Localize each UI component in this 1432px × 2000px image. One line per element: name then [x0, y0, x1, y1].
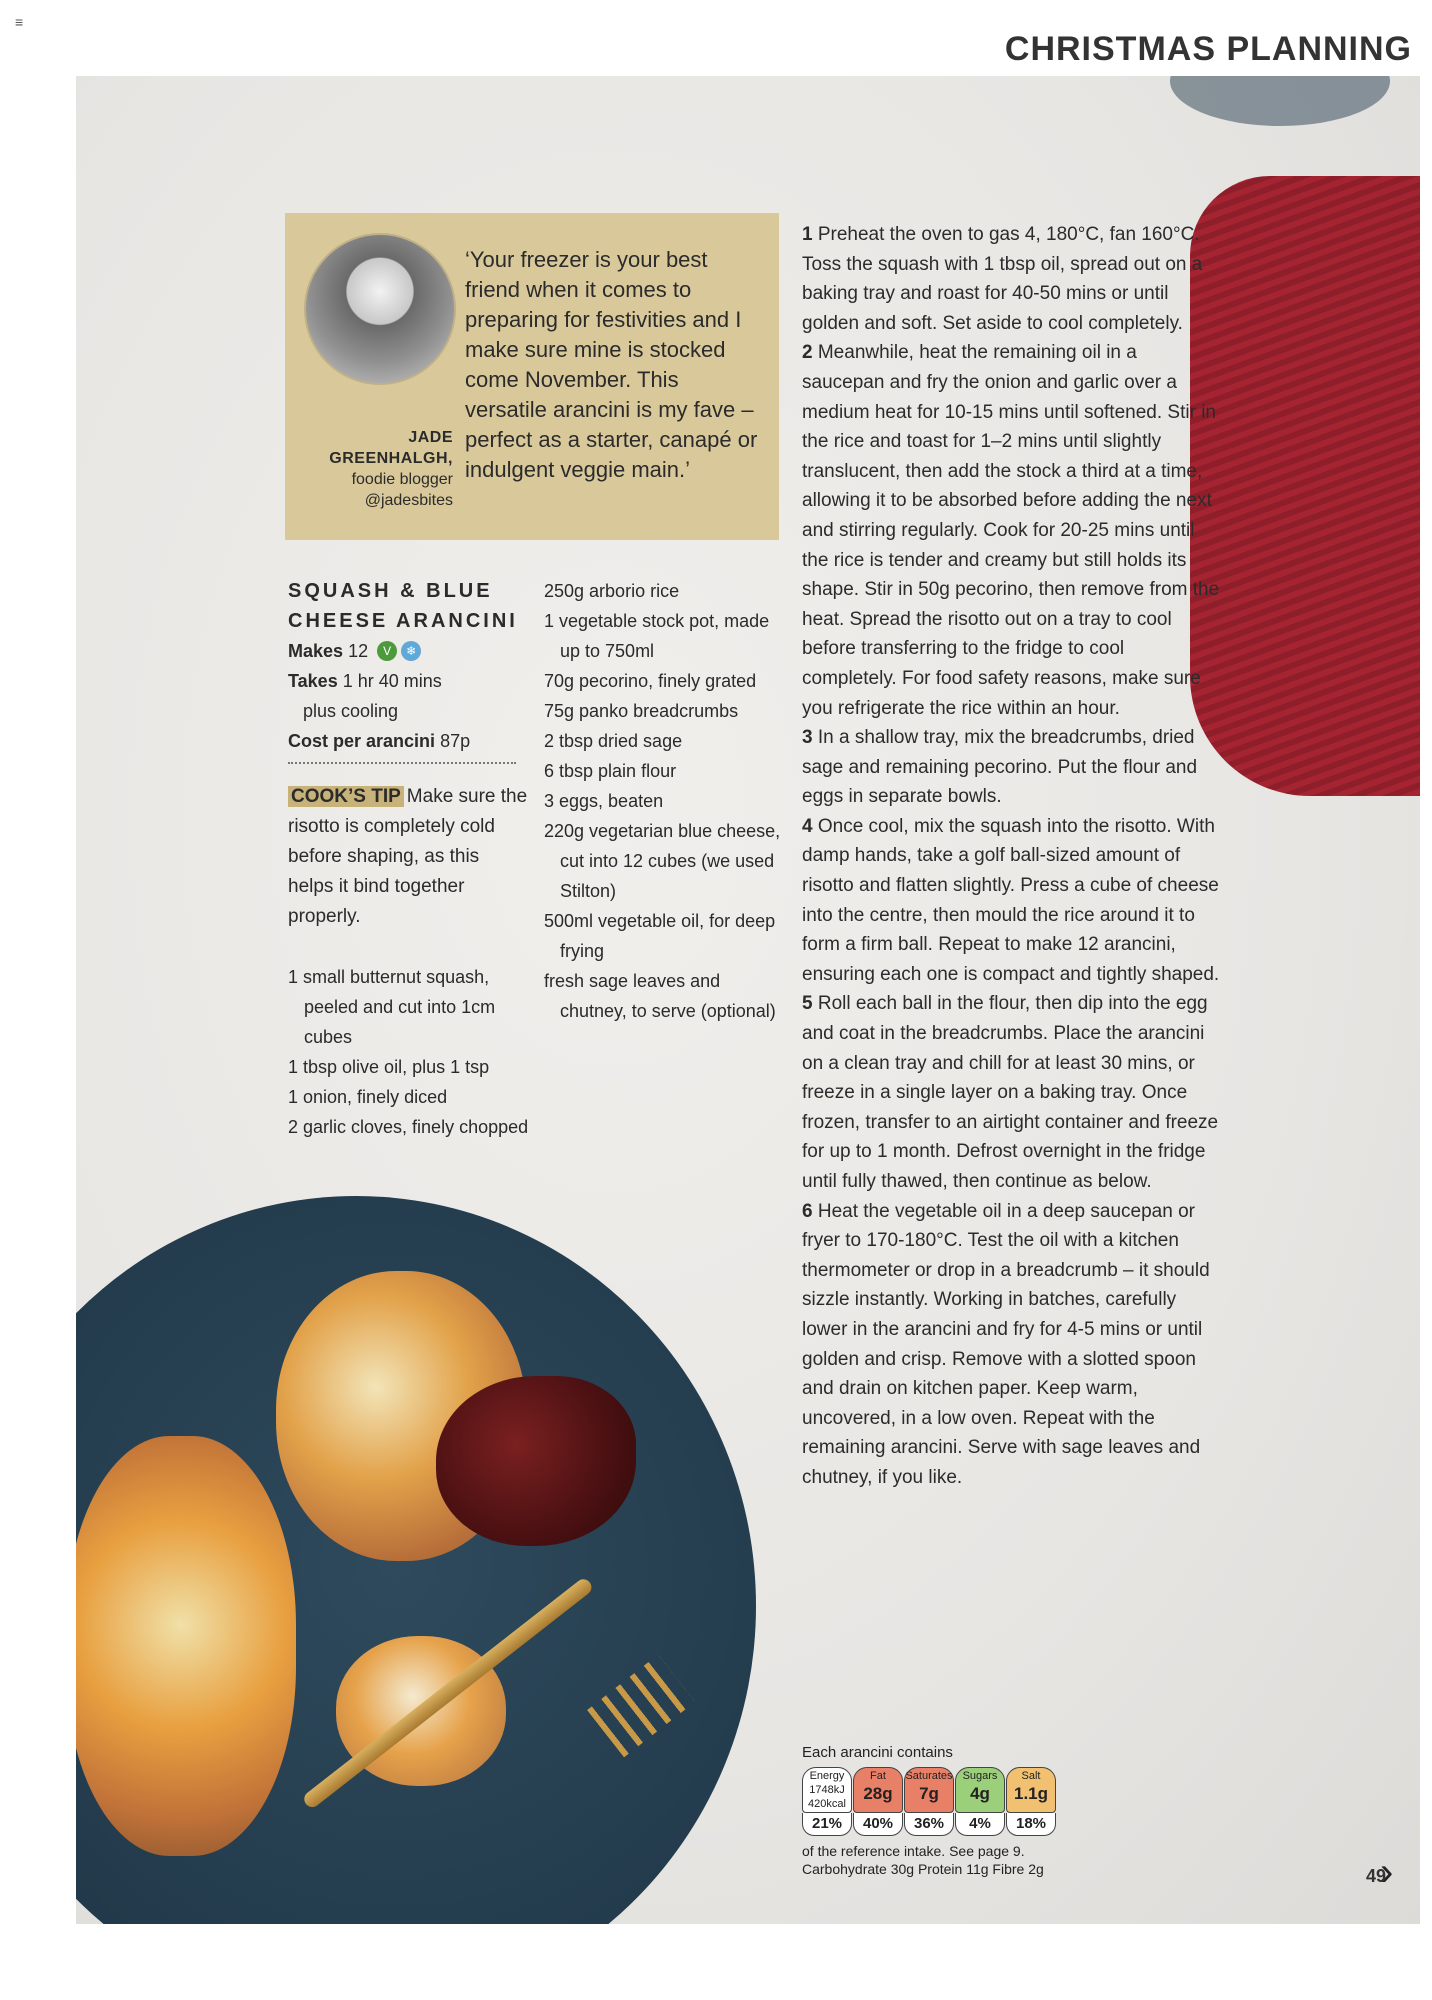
- method-step: [802, 812, 1222, 990]
- menu-icon[interactable]: ≡: [15, 14, 24, 30]
- ingredient-item: 1 small butternut squash, peeled and cut into 1cm cubes: [288, 967, 496, 1047]
- freezable-icon: ❄: [401, 641, 421, 661]
- ingredient-item: 6 tbsp plain flour: [544, 761, 677, 781]
- method-step: [802, 1197, 1222, 1493]
- ingredient-item: 1 vegetable stock pot, made up to 750ml: [544, 611, 770, 661]
- nutrient-pct: 40%: [853, 1813, 903, 1836]
- method-step: [802, 338, 1222, 723]
- divider: [288, 762, 516, 764]
- napkin-image: [1190, 176, 1420, 796]
- step-text: In a shallow tray, mix the breadcrumbs, dried sage and remaining pecorino. Put the flour and eggs in separate bowls.: [802, 727, 1198, 808]
- makes-value: 12: [348, 641, 369, 661]
- cost-label: Cost per arancini: [288, 731, 436, 751]
- cooks-tip: [288, 782, 528, 932]
- ingredient-item: 1 tbsp olive oil, plus 1 tsp: [288, 1057, 490, 1077]
- nutrient-label: Sugars: [962, 1770, 998, 1782]
- author-name-line2: GREENHALGH,: [329, 450, 453, 467]
- ingredient-item: 3 eggs, beaten: [544, 791, 664, 811]
- nutrient-pct: 36%: [904, 1813, 954, 1836]
- step-text: Roll each ball in the flour, then dip into the egg and coat in the breadcrumbs. Place the arancini on a clean tray and chill for at least 30 mins, or freeze in a single layer on a baking tray. Once frozen, transfer to an airtight container and freeze for up to 1 month. Defrost overnight in the fridge until fully thawed, then continue as below.: [802, 993, 1219, 1192]
- step-text: Once cool, mix the squash into the risotto. With damp hands, take a golf ball-sized amount of risotto and flatten slightly. Press a cube of cheese into the centre, then mould the rice around it to form a firm ball. Repeat to make 12 arancini, ensuring each one is compact and tightly shaped.: [802, 815, 1220, 985]
- nutrient-pct: 4%: [955, 1813, 1005, 1836]
- ingredient-item: 2 garlic cloves, finely chopped: [288, 1117, 529, 1137]
- recipe-title: [288, 576, 518, 636]
- takes-value: 1 hr 40 mins: [342, 671, 442, 691]
- author-name-line1: JADE: [408, 429, 453, 446]
- tip-label: COOK’S TIP: [288, 786, 404, 807]
- method-step: [802, 220, 1222, 338]
- energy-cell: [802, 1767, 852, 1813]
- nutrient-label: Saturates: [905, 1770, 953, 1782]
- ingredient-item: 220g vegetarian blue cheese, cut into 12 cubes (we used Stilton): [544, 821, 781, 901]
- chutney-image: [436, 1376, 636, 1546]
- reference-note: of the reference intake. See page 9.: [802, 1843, 1025, 1859]
- energy-pct: 21%: [802, 1813, 852, 1836]
- method-step: [802, 723, 1222, 812]
- avatar: [304, 233, 456, 385]
- energy-kcal: 420kcal: [808, 1798, 846, 1810]
- step-number: 4: [802, 815, 813, 837]
- step-number: 3: [802, 727, 813, 749]
- ingredient-item: 1 onion, finely diced: [288, 1087, 448, 1107]
- ingredients-list-left: [288, 962, 538, 1142]
- nutrition-footnote: [802, 1842, 1102, 1878]
- ingredient-item: fresh sage leaves and chutney, to serve (optional): [544, 971, 776, 1021]
- ingredient-item: 500ml vegetable oil, for deep frying: [544, 911, 776, 961]
- recipe-title-line1: SQUASH & BLUE: [288, 580, 493, 602]
- nutrient-label: Fat: [870, 1770, 886, 1782]
- ingredient-item: 2 tbsp dried sage: [544, 731, 683, 751]
- page-number: 49: [1365, 1866, 1386, 1886]
- takes-extra: plus cooling: [303, 701, 399, 721]
- step-text: Heat the vegetable oil in a deep saucepan or fryer to 170-180°C. Test the oil with a kitchen thermometer or drop in a breadcrumb – it should sizzle instantly. Working in batches, carefully lower in the arancini and fry for 4-5 mins or until golden and crisp. Remove with a slotted spoon and drain on kitchen paper. Keep warm, uncovered, in a low oven. Repeat with the remaining arancini. Serve with sage leaves and chutney, if you like.: [802, 1200, 1210, 1488]
- ingredients-list-right: [544, 576, 784, 1026]
- cost-value: 87p: [440, 731, 471, 751]
- quote-text: ‘Your freezer is your best friend when it comes to preparing for festivities and I make sure mine is stocked come November. This versatile arancini is my fave – perfect as a starter, canapé or indulgent veggie main.’: [465, 247, 758, 482]
- nutrient-value: 28g: [863, 1784, 893, 1803]
- nutrient-cell: [853, 1767, 903, 1813]
- vegetarian-icon: V: [377, 641, 397, 661]
- bowl-image: [1170, 76, 1390, 126]
- nutrient-cell: [1006, 1767, 1056, 1813]
- nutrition-panel: [802, 1744, 1102, 1878]
- nutrient-value: 4g: [970, 1784, 990, 1803]
- author-handle: @jadesbites: [364, 492, 453, 509]
- recipe-meta: [288, 636, 470, 756]
- cost-row: [288, 726, 470, 756]
- nutrient-pct: 18%: [1006, 1813, 1056, 1836]
- step-number: 2: [802, 342, 813, 364]
- energy-label: Energy: [809, 1770, 845, 1782]
- author-role: foodie blogger: [351, 471, 453, 488]
- tip-text: Make sure the risotto is completely cold before shaping, as this helps it bind together properly.: [288, 786, 528, 927]
- nutrient-value: 1.1g: [1013, 1784, 1049, 1803]
- recipe-title-line2: CHEESE ARANCINI: [288, 610, 518, 632]
- nutrient-value: 7g: [919, 1784, 939, 1803]
- next-page-arrow-icon[interactable]: ›: [1380, 1850, 1394, 1894]
- quote-attribution: [299, 427, 453, 511]
- makes-label: Makes: [288, 641, 344, 661]
- macros-note: Carbohydrate 30g Protein 11g Fibre 2g: [802, 1861, 1044, 1877]
- ingredient-item: 250g arborio rice: [544, 581, 680, 601]
- ingredient-item: 70g pecorino, finely grated: [544, 671, 757, 691]
- nutrient-cell: [955, 1767, 1005, 1813]
- makes-row: [288, 636, 470, 666]
- quote-box: [285, 213, 779, 540]
- step-text: Preheat the oven to gas 4, 180°C, fan 160°C. Toss the squash with 1 tbsp oil, spread out on a baking tray and roast for 40-50 mins or until golden and soft. Set aside to cool completely.: [802, 224, 1203, 334]
- nutrition-percentages: [802, 1813, 1102, 1836]
- nutrition-values: [802, 1767, 1102, 1813]
- step-number: 5: [802, 993, 813, 1015]
- nutrient-cell: [904, 1767, 954, 1813]
- takes-row: [288, 666, 470, 696]
- energy-kj: 1748kJ: [809, 1784, 845, 1796]
- nutrition-title: Each arancini contains: [802, 1744, 953, 1761]
- step-number: 6: [802, 1200, 813, 1222]
- step-text: Meanwhile, heat the remaining oil in a saucepan and fry the onion and garlic over a medium heat for 10-15 mins until softened. Stir in the rice and toast for 1–2 mins until slightly translucent, then add the stock a third at a time, allowing it to be absorbed before adding the next and stirring regularly. Cook for 20-25 mins until the rice is tender and creamy but still holds its shape. Stir in 50g pecorino, then remove from the heat. Spread the risotto out on a tray to cool before transferring to the fridge to cool completely. For food safety reasons, make sure you refrigerate the rice within an hour.: [802, 342, 1220, 719]
- section-header: CHRISTMAS PLANNING: [1004, 30, 1412, 68]
- step-number: 1: [802, 224, 813, 245]
- method-steps: [802, 220, 1222, 1493]
- ingredient-item: 75g panko breadcrumbs: [544, 701, 739, 721]
- nutrient-label: Salt: [1021, 1770, 1041, 1782]
- arancini-image: [76, 1436, 296, 1856]
- takes-label: Takes: [288, 671, 338, 691]
- method-step: [802, 989, 1222, 1196]
